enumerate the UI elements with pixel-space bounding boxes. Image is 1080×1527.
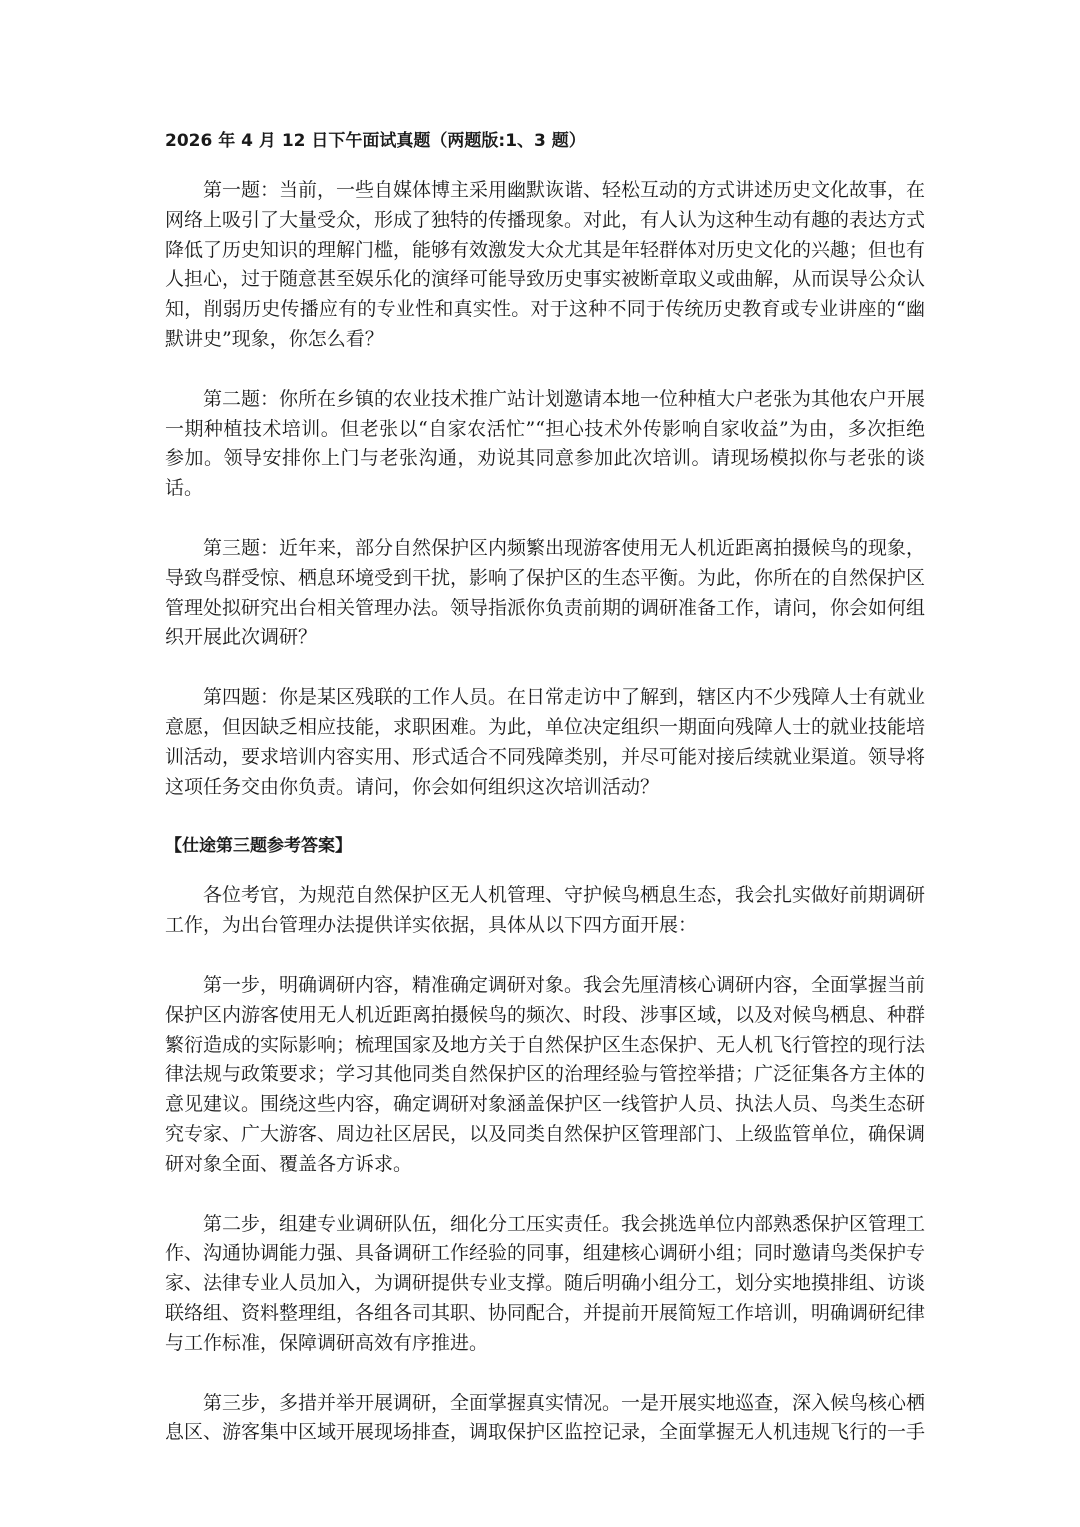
document-page (165, 127, 925, 1448)
answer-intro: 各位考官，为规范自然保护区无人机管理、守护候鸟栖息生态，我会扎实做好前期调研工作，为出台管理办法提供详实依据，具体从以下四方面开展： (165, 884, 926, 937)
document-title: 2026 年 4 月 12 日下午面试真题（两题版:1、3 题） (165, 131, 586, 151)
answer-step-1: 第一步，明确调研内容，精准确定调研对象。我会先厘清核心调研内容，全面掌握当前保护区内游客使用无人机近距离拍摄候鸟的频次、时段、涉事区域，以及对候鸟栖息、种群繁衍造成的实际影响；梳理国家及地方关于自然保护区生态保护、无人机飞行管控的现行法律法规与政策要求；学习其他同类自然保护区的治理经验与管控举措；广泛征集各方主体的意见建议。围绕这些内容，确定调研对象涵盖保护区一线管护人员、执法人员、鸟类生态研究专家、广大游客、周边社区居民，以及同类自然保护区管理部门、上级监管单位，确保调研对象全面、覆盖各方诉求。 (165, 973, 926, 1175)
question-1: 第一题：当前，一些自媒体博主采用幽默诙谐、轻松互动的方式讲述历史文化故事，在网络上吸引了大量受众，形成了独特的传播现象。对此，有人认为这种生动有趣的表达方式降低了历史知识的理解门槛，能够有效激发大众尤其是年轻群体对历史文化的兴趣；但也有人担心，过于随意甚至娱乐化的演绎可能导致历史事实被断章取义或曲解，从而误导公众认知，削弱历史传播应有的专业性和真实性。对于这种不同于传统历史教育或专业讲座的“幽默讲史”现象，你怎么看？ (165, 179, 926, 350)
question-3: 第三题：近年来，部分自然保护区内频繁出现游客使用无人机近距离拍摄候鸟的现象，导致鸟群受惊、栖息环境受到干扰，影响了保护区的生态平衡。为此，你所在的自然保护区管理处拟研究出台相关管理办法。领导指派你负责前期的调研准备工作，请问，你会如何组织开展此次调研？ (165, 536, 926, 649)
question-4: 第四题：你是某区残联的工作人员。在日常走访中了解到，辖区内不少残障人士有就业意愿，但因缺乏相应技能，求职困难。为此，单位决定组织一期面向残障人士的就业技能培训活动，要求培训内容实用、形式适合不同残障类别，并尽可能对接后续就业渠道。领导将这项任务交由你负责。请问，你会如何组织这次培训活动？ (165, 686, 926, 798)
answer-step-2: 第二步，组建专业调研队伍，细化分工压实责任。我会挑选单位内部熟悉保护区管理工作、沟通协调能力强、具备调研工作经验的同事，组建核心调研小组；同时邀请鸟类保护专家、法律专业人员加入，为调研提供专业支撑。随后明确小组分工，划分实地摸排组、访谈联络组、资料整理组，各组各司其职、协同配合，并提前开展简短工作培训，明确调研纪律与工作标准，保障调研高效有序推进。 (165, 1212, 926, 1354)
answer-heading: 【仕途第三题参考答案】 (165, 836, 352, 857)
question-2: 第二题：你所在乡镇的农业技术推广站计划邀请本地一位种植大户老张为其他农户开展一期种植技术培训。但老张以“自家农活忙”“担心技术外传影响自家收益”为由，多次拒绝参加。领导安排你上门与老张沟通，劝说其同意参加此次培训。请现场模拟你与老张的谈话。 (165, 387, 926, 500)
answer-step-3: 第三步，多措并举开展调研，全面掌握真实情况。一是开展实地巡查，深入候鸟核心栖息区、游客集中区域开展现场排查，调取保护区监控记录，全面掌握无人机违规飞行的一手 (165, 1391, 926, 1444)
